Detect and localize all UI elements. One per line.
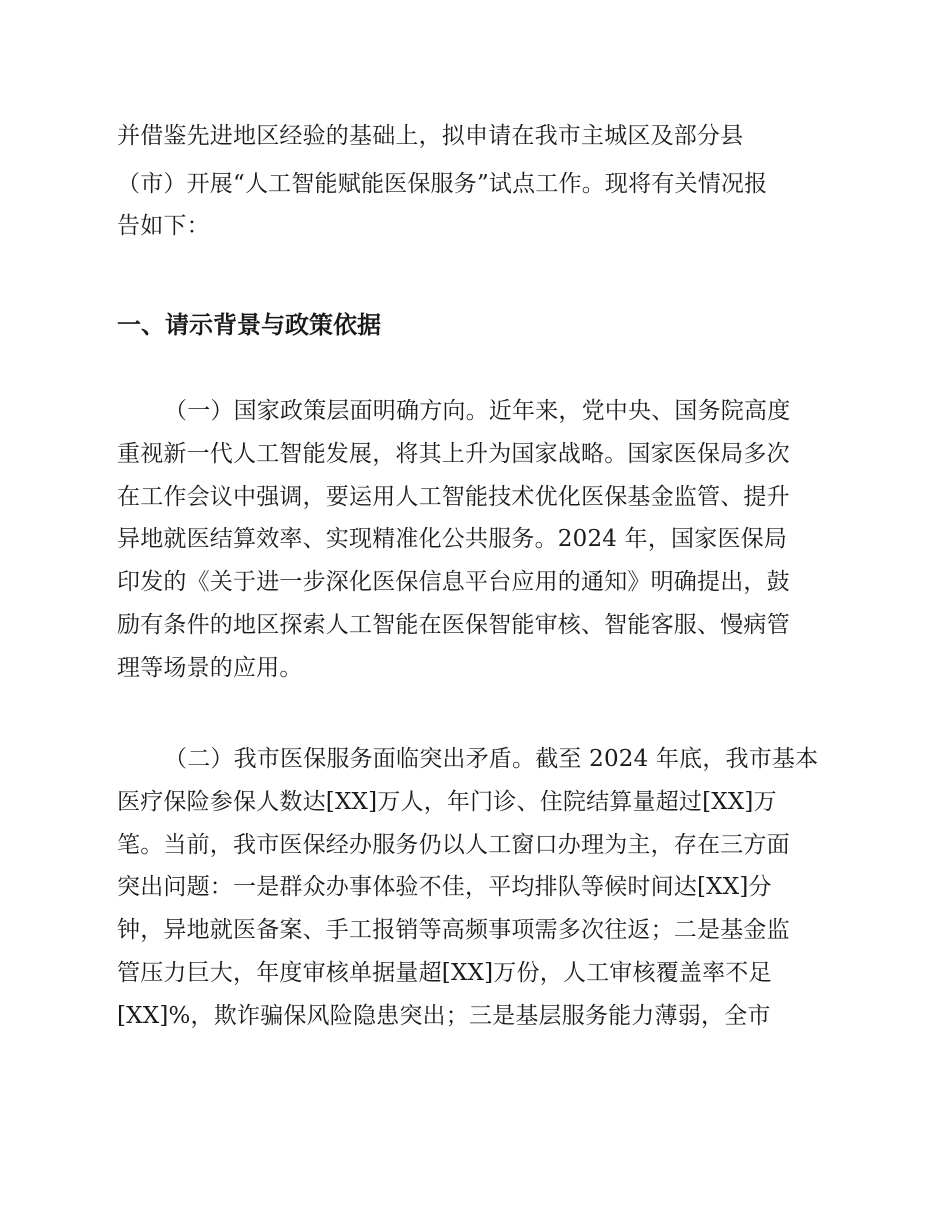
para2-line-5: 钟，异地就医备案、手工报销等高频事项需多次往返；二是基金监 bbox=[117, 917, 790, 943]
para2-line-1: （二）我市医保服务面临突出矛盾。截至 2024 年底，我市基本 bbox=[164, 746, 819, 772]
para1-line-4: 异地就医结算效率、实现精准化公共服务。2024 年，国家医保局 bbox=[117, 526, 788, 552]
para1-line-1: （一）国家政策层面明确方向。近年来，党中央、国务院高度 bbox=[164, 398, 791, 424]
para2-line-2: 医疗保险参保人数达[XX]万人，年门诊、住院结算量超过[XX]万 bbox=[117, 789, 777, 815]
para2-line-3: 笔。当前，我市医保经办服务仍以人工窗口办理为主，存在三方面 bbox=[117, 832, 790, 858]
para1-line-7: 理等场景的应用。 bbox=[117, 655, 303, 681]
para1-line-2: 重视新一代人工智能发展，将其上升为国家战略。国家医保局多次 bbox=[117, 441, 790, 467]
para1-line-5: 印发的《关于进一步深化医保信息平台应用的通知》明确提出，鼓 bbox=[117, 569, 790, 595]
para2-line-4: 突出问题：一是群众办事体验不佳，平均排队等候时间达[XX]分 bbox=[117, 874, 772, 900]
intro-line-3: 告如下： bbox=[117, 213, 210, 239]
section-heading: 一、请示背景与政策依据 bbox=[117, 311, 381, 339]
para2-line-7: [XX]%，欺诈骗保风险隐患突出；三是基层服务能力薄弱，全市 bbox=[117, 1003, 771, 1029]
para1-line-3: 在工作会议中强调，要运用人工智能技术优化医保基金监管、提升 bbox=[117, 484, 790, 510]
para2-line-6: 管压力巨大，年度审核单据量超[XX]万份，人工审核覆盖率不足 bbox=[117, 960, 772, 986]
para1-line-6: 励有条件的地区探索人工智能在医保智能审核、智能客服、慢病管 bbox=[117, 612, 790, 638]
intro-line-1: 并借鉴先进地区经验的基础上，拟申请在我市主城区及部分县 bbox=[117, 123, 744, 149]
intro-line-2: （市）开展“人工智能赋能医保服务”试点工作。现将有关情况报 bbox=[117, 171, 768, 197]
